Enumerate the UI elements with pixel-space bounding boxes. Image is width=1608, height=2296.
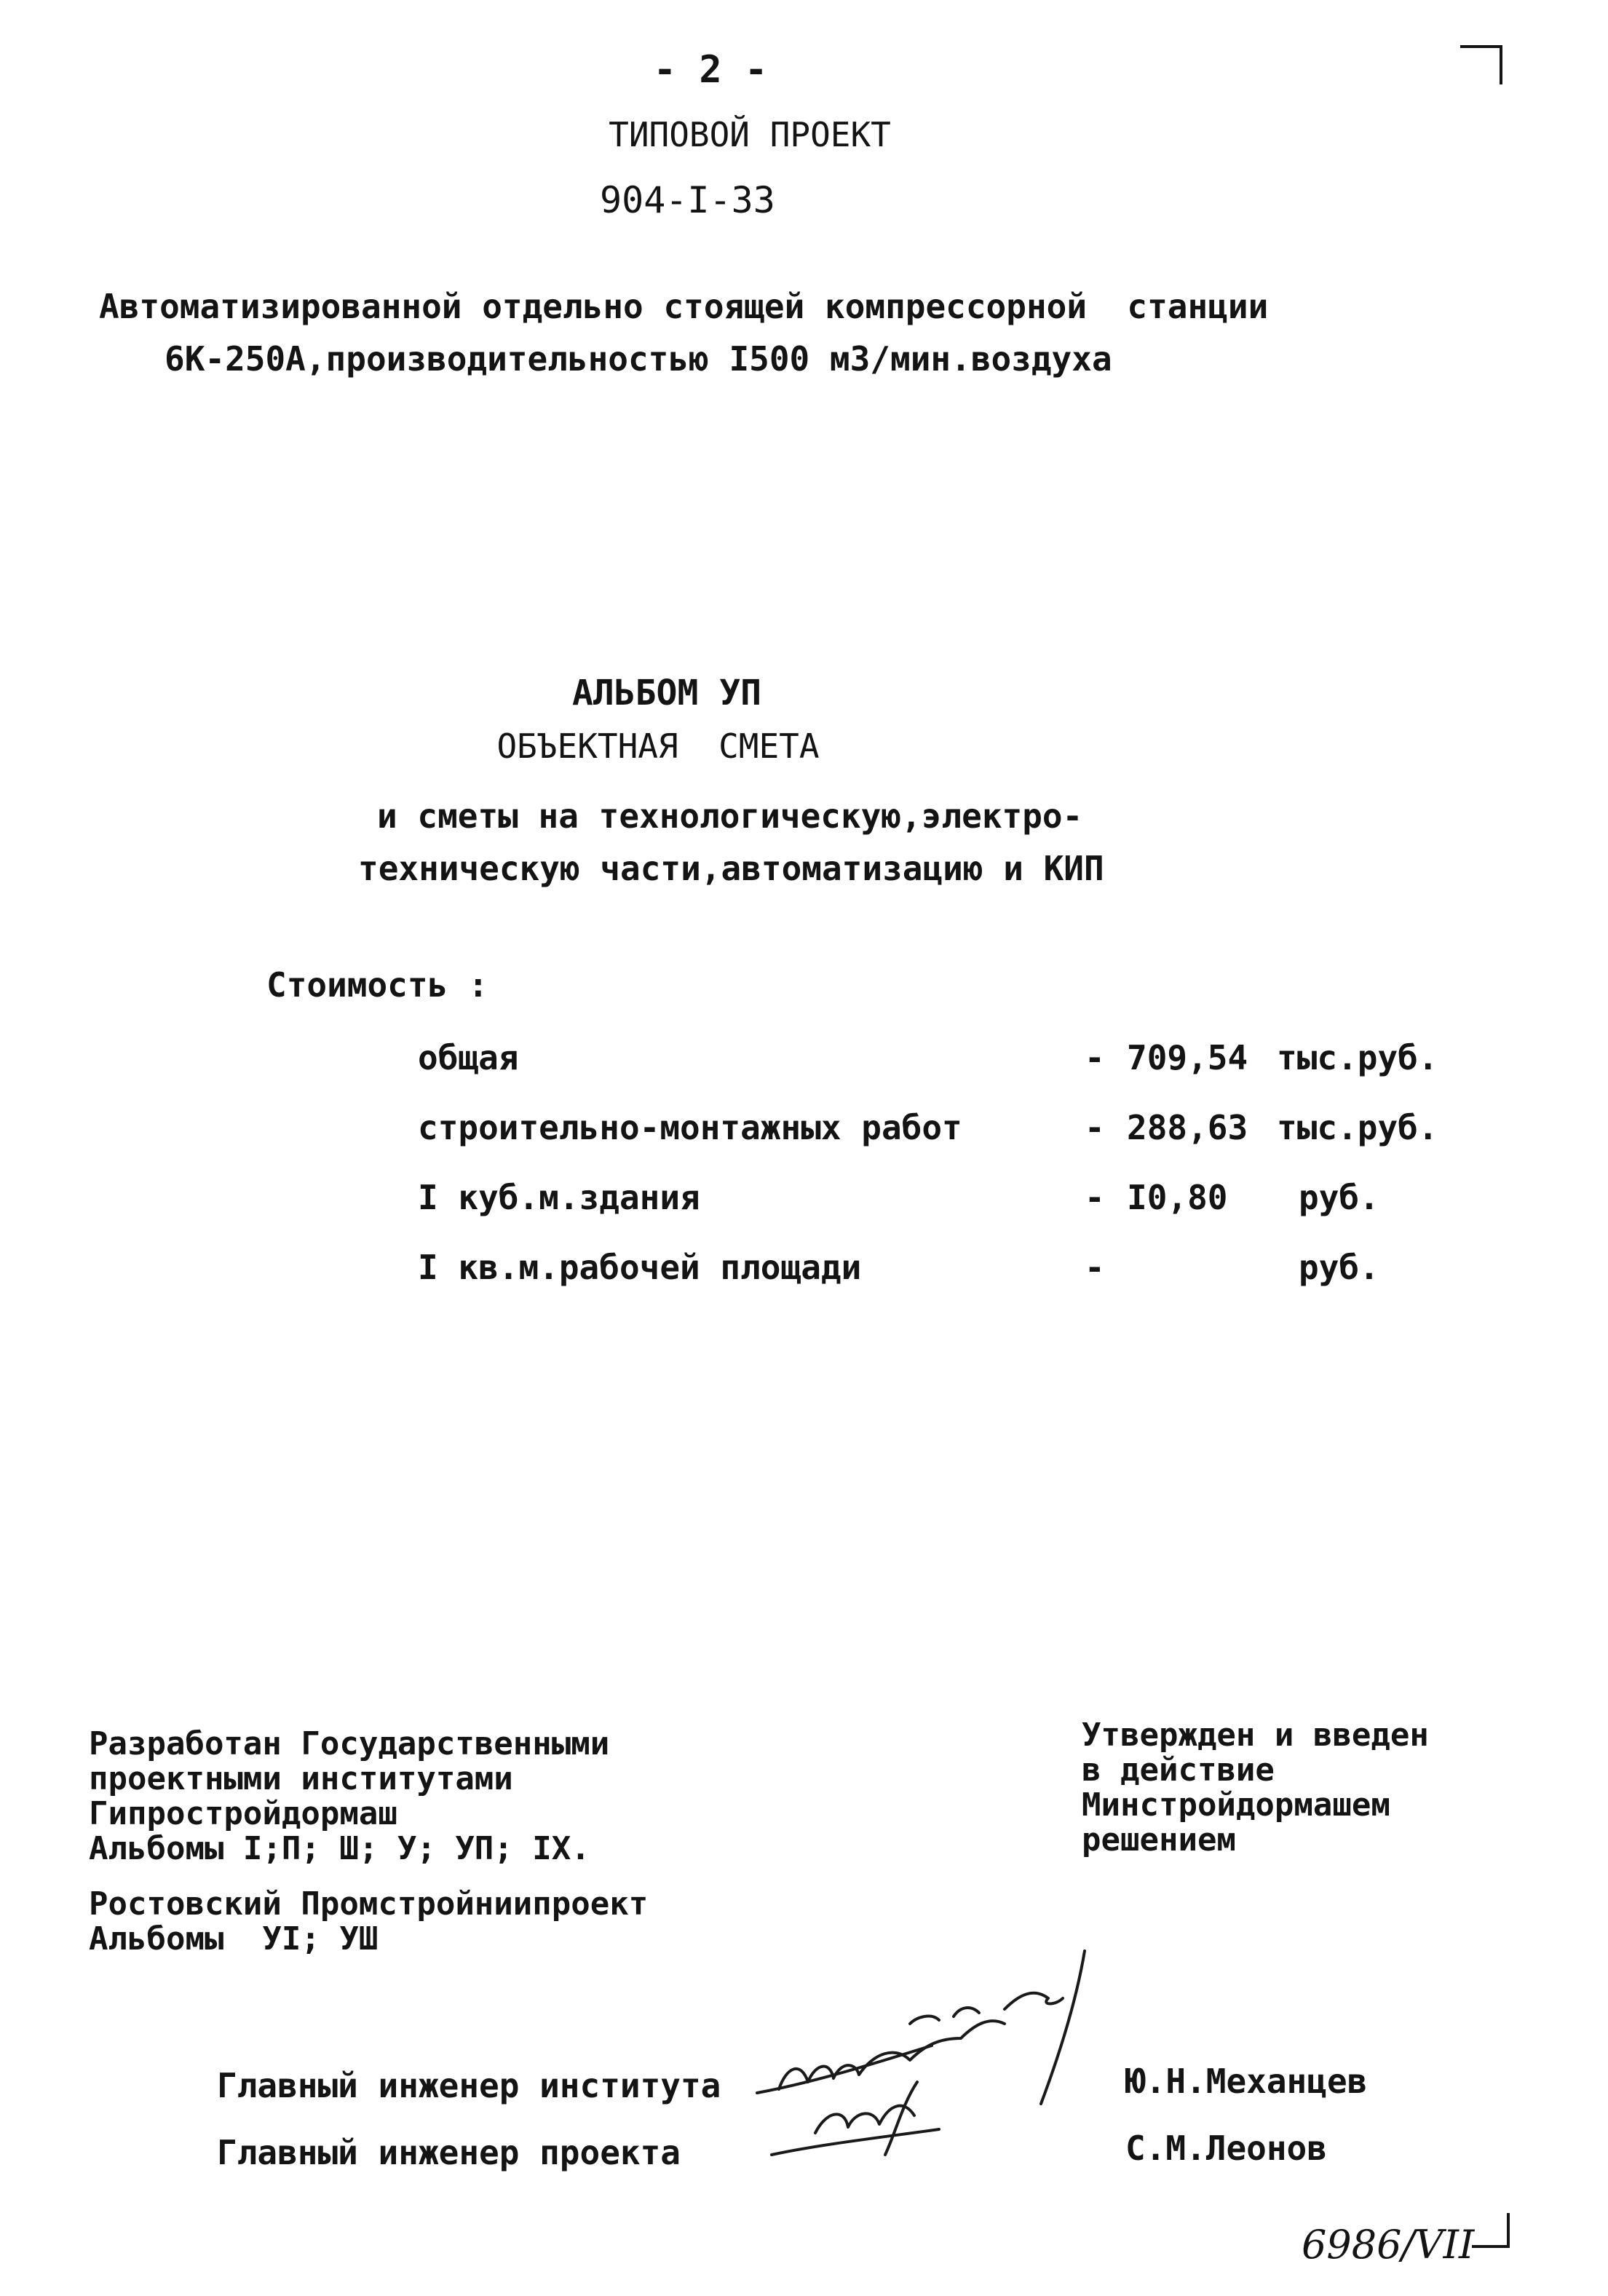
developed-line: Гипростройдормаш bbox=[89, 1795, 397, 1832]
cost-dash: - bbox=[1085, 1038, 1105, 1077]
album-description-line-1: и сметы на технологическую,электро- bbox=[377, 796, 1083, 836]
approved-line: Утвержден и введен bbox=[1082, 1717, 1429, 1754]
cost-dash: - bbox=[1085, 1178, 1105, 1217]
cost-unit: руб. bbox=[1299, 1248, 1379, 1287]
album-title: АЛЬБОМ УП bbox=[571, 673, 762, 713]
cost-value: I0,80 bbox=[1127, 1178, 1228, 1217]
developed-line: проектными институтами bbox=[89, 1760, 513, 1797]
cost-dash: - bbox=[1085, 1248, 1105, 1287]
project-type-title: ТИПОВОЙ ПРОЕКТ bbox=[609, 115, 891, 154]
chief-engineer-institute-name: Ю.Н.Механцев bbox=[1125, 2062, 1368, 2101]
chief-engineer-institute-label: Главный инженер института bbox=[217, 2066, 721, 2105]
corner-mark-bottom-right bbox=[1472, 2213, 1510, 2248]
approved-line: Минстройдормашем bbox=[1082, 1786, 1390, 1824]
cost-name: I кв.м.рабочей площади bbox=[418, 1248, 862, 1287]
album-description-line-2: техническую части,автоматизацию и КИП bbox=[358, 849, 1104, 888]
handwritten-signature-image bbox=[699, 1936, 1136, 2177]
cost-value: 288,63 bbox=[1127, 1108, 1248, 1147]
approved-line: в действие bbox=[1082, 1751, 1275, 1789]
chief-engineer-project-label: Главный инженер проекта bbox=[217, 2133, 681, 2172]
corner-mark-top-right bbox=[1460, 45, 1502, 84]
page-number: - 2 - bbox=[653, 48, 768, 92]
cost-name: строительно-монтажных работ bbox=[418, 1108, 962, 1147]
chief-engineer-project-name: С.М.Леонов bbox=[1125, 2129, 1327, 2168]
cost-dash: - bbox=[1085, 1108, 1105, 1147]
project-code: 904-I-33 bbox=[600, 179, 775, 221]
developed-line: Разработан Государственными bbox=[89, 1725, 610, 1762]
description-line-1: Автоматизированной отдельно стоящей компрессорной станции bbox=[99, 287, 1269, 326]
description-line-2: 6К-250А,производительностью I500 м3/мин.воздуха bbox=[165, 339, 1112, 379]
cost-unit: тыс.руб. bbox=[1277, 1038, 1438, 1077]
cost-name: общая bbox=[418, 1038, 519, 1077]
cost-label: Стоимость : bbox=[266, 965, 488, 1005]
inventory-number: 6986/VII bbox=[1302, 2222, 1475, 2268]
approved-line: решением bbox=[1082, 1821, 1236, 1858]
cost-value: 709,54 bbox=[1127, 1038, 1248, 1077]
cost-unit: руб. bbox=[1299, 1178, 1379, 1217]
developed-line: Альбомы УI; УШ bbox=[89, 1920, 379, 1957]
cost-name: I куб.м.здания bbox=[418, 1178, 700, 1217]
developed-line: Ростовский Промстройниипроект bbox=[89, 1885, 649, 1923]
album-subtitle: ОБЪЕКТНАЯ СМЕТА bbox=[496, 727, 820, 766]
cost-unit: тыс.руб. bbox=[1277, 1108, 1438, 1147]
developed-line: Альбомы I;П; Ш; У; УП; IX. bbox=[89, 1830, 590, 1867]
